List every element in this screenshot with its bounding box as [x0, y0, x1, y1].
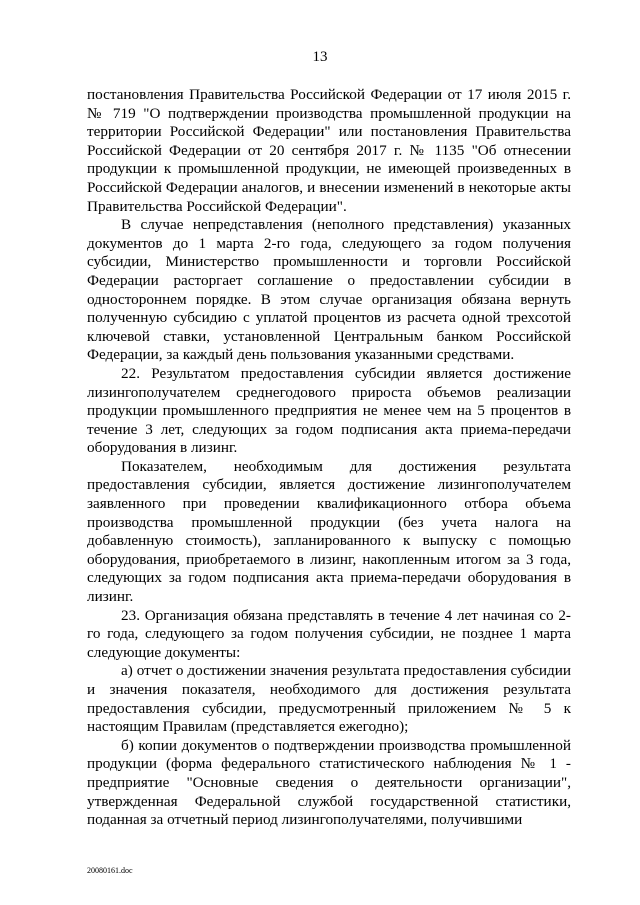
paragraph-indicator: Показателем, необходимым для достижения результата предоставления субсидии, является достижение лизингополучателем заявленного при проведении квалификационного отбора объема производства промышленной продукции (без учета налога на добавленную стоимость), запланированного к выпуску с помощью оборудования, приобретаемого в лизинг, накопленным итогом за 3 года, следующих за годом подписания акта приема-передачи оборудования в лизинг.: [87, 457, 571, 606]
paragraph-clause-23: 23. Организация обязана представлять в течение 4 лет начиная со 2-го года, следующего за годом получения субсидии, не позднее 1 марта следующие документы:: [87, 606, 571, 661]
paragraph-item-a: а) отчет о достижении значения результата предоставления субсидии и значения показателя, необходимого для достижения результата предоставления субсидии, предусмотренный приложением № 5 к настоящим Правилам (представляется ежегодно);: [87, 662, 571, 736]
paragraph-item-b: б) копии документов о подтверждении производства промышленной продукции (форма федерального статистического наблюдения № 1 - предприятие "Основные сведения о деятельности организации", утвержденная Федеральной службой государственной статистики, поданная за отчетный период лизингополучателями, получившими: [87, 736, 571, 829]
page-number: 13: [312, 49, 328, 65]
file-name-footer: 20080161.doc: [87, 866, 133, 875]
paragraph-continuation: постановления Правительства Российской Федерации от 17 июля 2015 г. № 719 "О подтверждении производства промышленной продукции на территории Российской Федерации" или постановления Правительства Российской Федерации от 20 сентября 2017 г. № 1135 "Об отнесении продукции к промышленной продукции, не имеющей произведенных в Российской Федерации аналогов, и внесении изменений в некоторые акты Правительства Российской Федерации".: [87, 86, 571, 215]
document-body: [87, 86, 571, 830]
paragraph-non-submission: В случае непредставления (неполного представления) указанных документов до 1 марта 2-го года, следующего за годом получения субсидии, Министерство промышленности и торговли Российской Федерации расторгает соглашение о предоставлении субсидии в одностороннем порядке. В этом случае организация обязана вернуть полученную субсидию с уплатой процентов из расчета одной трехсотой ключевой ставки, установленной Центральным банком Российской Федерации, за каждый день пользования указанными средствами.: [87, 216, 571, 364]
paragraph-clause-22: 22. Результатом предоставления субсидии является достижение лизингополучателем среднегодового прироста объемов реализации продукции промышленного предприятия не менее чем на 5 процентов в течение 3 лет, следующих за годом подписания акта приема-передачи оборудования в лизинг.: [87, 364, 571, 457]
